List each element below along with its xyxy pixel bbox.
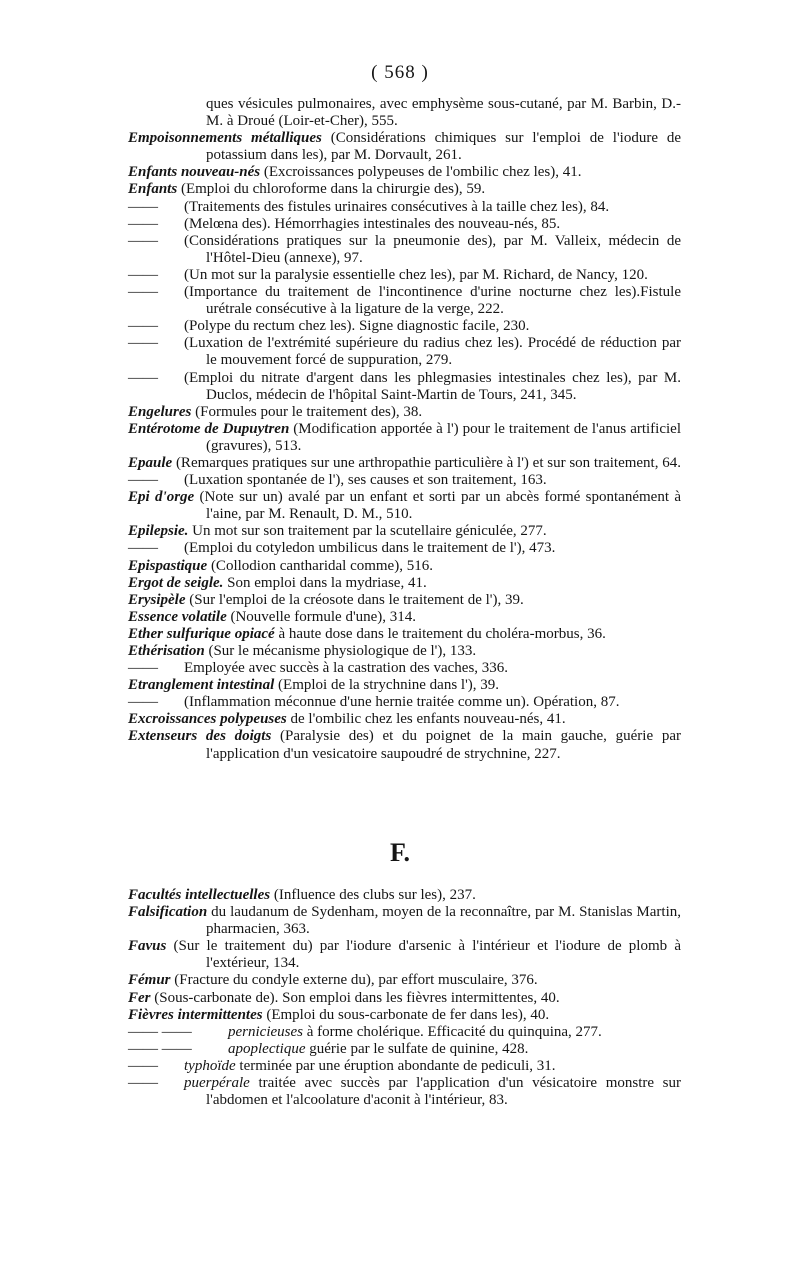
- entry-headword: pernicieuses: [228, 1023, 303, 1040]
- entry-text: (Nouvelle formule d'une), 314.: [226, 608, 417, 625]
- entry-text: (Luxation de l'extrémité supérieure du radius chez les). Procédé de réduction par le mouvement forcé de suppuration, 279.: [184, 335, 681, 369]
- ditto-dash: ——: [128, 472, 158, 489]
- entry-headword: Favus: [128, 938, 167, 955]
- index-entry: [128, 421, 681, 455]
- entry-text: du laudanum de Sydenham, moyen de la reconnaître, par M. Stanislas Martin, pharmacien, 363.: [206, 904, 681, 938]
- entry-headword: apoplectique: [228, 1040, 306, 1057]
- index-entry: [128, 489, 681, 523]
- index-entry: [128, 130, 681, 164]
- entry-text: (Fracture du condyle externe du), par effort musculaire, 376.: [170, 972, 538, 989]
- index-entry: [128, 694, 681, 711]
- ditto-dash: ——: [128, 215, 158, 232]
- entry-text: (Polype du rectum chez les). Signe diagnostic facile, 230.: [184, 318, 530, 335]
- ditto-dash: ——: [128, 369, 158, 386]
- index-entry: [128, 455, 681, 472]
- entry-headword: Fer: [128, 989, 151, 1006]
- index-entry: [128, 711, 681, 728]
- entry-headword: Etranglement intestinal: [128, 677, 275, 694]
- entry-text: (Excroissances polypeuses de l'ombilic chez les), 41.: [260, 164, 582, 181]
- entry-text: (Formules pour le traitement des), 38.: [191, 403, 423, 420]
- index-entry: [128, 728, 681, 762]
- entry-text: guérie par le sulfate de quinine, 428.: [305, 1040, 529, 1057]
- index-entry: [128, 558, 681, 575]
- entry-text: (Inflammation méconnue d'une hernie traitée comme un). Opération, 87.: [184, 694, 620, 711]
- index-entry: [128, 643, 681, 660]
- entry-text: à haute dose dans le traitement du choléra-morbus, 36.: [274, 625, 606, 642]
- entry-text: (Sur le traitement du) par l'iodure d'arsenic à l'intérieur et l'iodure de plomb à l'extérieur, 134.: [166, 938, 681, 972]
- entry-text: à forme cholérique. Efficacité du quinquina, 277.: [302, 1023, 602, 1040]
- entry-text: (Importance du traitement de l'incontinence d'urine nocturne chez les).Fistule urétrale consécutive à la ligature de la verge, 222.: [184, 284, 681, 318]
- index-entry: [128, 96, 681, 130]
- index-entry: [128, 609, 681, 626]
- ditto-dash: ——: [128, 660, 158, 677]
- section-letter: F.: [390, 838, 410, 867]
- entry-headword: Entérotome de Dupuytren: [128, 420, 290, 437]
- index-entry: [128, 540, 681, 557]
- entry-headword: typhoïde: [184, 1057, 236, 1074]
- index-entry: [128, 972, 681, 989]
- ditto-dash: ——: [128, 266, 158, 283]
- entry-text: traitée avec succès par l'application d'un vésicatoire monstre sur l'abdomen et l'alcoolature d'aconit à l'intérieur, 83.: [206, 1075, 681, 1109]
- index-entry: [128, 677, 681, 694]
- index-entry: [128, 233, 681, 267]
- entry-headword: Enfants: [128, 181, 178, 198]
- page-number: ( 568 ): [371, 62, 429, 83]
- ditto-dash: ——: [128, 318, 158, 335]
- entry-text: (Emploi du nitrate d'argent dans les phlegmasies intestinales chez les), par M. Duclos, médecin de l'hôpital Saint-Martin de Tours, 241, 345.: [184, 369, 681, 403]
- ditto-dash: ——: [128, 284, 158, 301]
- index-entry: [128, 1024, 681, 1041]
- entry-headword: Ethérisation: [128, 643, 205, 659]
- index-entry: [128, 660, 681, 677]
- entry-headword: Ether sulfurique opiacé: [128, 625, 275, 642]
- entry-text: (Emploi du cotyledon umbilicus dans le traitement de l'), 473.: [184, 540, 556, 557]
- entry-headword: Epaule: [128, 454, 173, 471]
- index-entry: [128, 472, 681, 489]
- entry-headword: Epispastique: [128, 557, 208, 574]
- entry-headword: Fémur: [128, 972, 171, 989]
- entry-text: (Sur le mécanisme physiologique de l'), 133.: [204, 643, 477, 659]
- entry-text: terminée par une éruption abondante de pediculi, 31.: [235, 1057, 556, 1074]
- entry-headword: puerpérale: [184, 1075, 250, 1092]
- entry-text: (Emploi du chloroforme dans la chirurgie des), 59.: [177, 181, 486, 198]
- index-entry: [128, 284, 681, 318]
- ditto-dash: ——: [128, 1075, 158, 1092]
- entry-headword: Engelures: [128, 403, 192, 420]
- index-entry: [128, 990, 681, 1007]
- ditto-dash: ——: [128, 232, 158, 249]
- index-entry: [128, 199, 681, 216]
- entry-headword: Erysipèle: [128, 591, 186, 608]
- index-entry: [128, 164, 681, 181]
- ditto-dash: ——: [128, 1057, 158, 1074]
- entry-text: (Traitements des fistules urinaires consécutives à la taille chez les), 84.: [184, 198, 610, 215]
- entry-text: (Emploi du sous-carbonate de fer dans les), 40.: [262, 1006, 550, 1023]
- index-entry: [128, 335, 681, 369]
- index-entry: [128, 592, 681, 609]
- entry-text: (Collodion cantharidal comme), 516.: [207, 557, 433, 574]
- entry-headword: Excroissances polypeuses: [128, 711, 287, 728]
- entry-headword: Falsification: [128, 904, 208, 921]
- index-entry: [128, 626, 681, 643]
- entry-text: ques vésicules pulmonaires, avec emphysème sous-cutané, par M. Barbin, D.-M. à Droué (Loir-et-Cher), 555.: [206, 96, 681, 130]
- index-entry: [128, 938, 681, 972]
- ditto-dash: ——: [128, 198, 158, 215]
- entry-text: (Note sur un) avalé par un enfant et sorti par un abcès formé spontanément à l'aine, par M. Renault, D. M., 510.: [194, 489, 681, 523]
- index-entry: [128, 575, 681, 592]
- entry-text: (Paralysie des) et du poignet de la main gauche, guérie par l'application d'un vesicatoire saupoudré de strychnine, 227.: [206, 728, 681, 762]
- entry-headword: Fièvres intermittentes: [128, 1006, 263, 1023]
- entry-text: Employée avec succès à la castration des vaches, 336.: [184, 660, 509, 677]
- entry-headword: Extenseurs des doigts: [128, 728, 272, 745]
- entry-text: (Considérations pratiques sur la pneumonie des), par M. Valleix, médecin de l'Hôtel-Dieu (annexe), 97.: [184, 232, 681, 266]
- entry-headword: Facultés intellectuelles: [128, 887, 271, 903]
- entry-text: (Sous-carbonate de). Son emploi dans les fièvres intermittentes, 40.: [150, 989, 560, 1006]
- index-entry: [128, 523, 681, 540]
- entry-headword: Empoisonnements métalliques: [128, 130, 322, 147]
- index-entry: [128, 904, 681, 938]
- index-entry: [128, 318, 681, 335]
- index-entry: [128, 370, 681, 404]
- entry-text: (Influence des clubs sur les), 237.: [270, 887, 476, 903]
- index-entry: [128, 1041, 681, 1058]
- entry-text: (Remarques pratiques sur une arthropathie particulière à l') et sur son traitement, 64.: [172, 454, 681, 471]
- entry-text: (Un mot sur la paralysie essentielle chez les), par M. Richard, de Nancy, 120.: [184, 266, 648, 283]
- ditto-dash: —— ——: [128, 1040, 192, 1057]
- entry-text: Son emploi dans la mydriase, 41.: [223, 574, 427, 591]
- index-section-e: [128, 96, 681, 763]
- entry-text: (Considérations chimiques sur l'emploi de l'iodure de potassium dans les), par M. Dorvault, 261.: [206, 130, 682, 164]
- entry-text: (Emploi de la strychnine dans l'), 39.: [274, 677, 500, 694]
- index-entry: [128, 216, 681, 233]
- ditto-dash: ——: [128, 335, 158, 352]
- index-entry: [128, 267, 681, 284]
- ditto-dash: ——: [128, 540, 158, 557]
- entry-headword: Epilepsie.: [128, 523, 189, 540]
- index-entry: [128, 1058, 681, 1075]
- index-entry: [128, 1007, 681, 1024]
- ditto-dash: ——: [128, 694, 158, 711]
- entry-headword: Essence volatile: [128, 608, 227, 625]
- index-entry: [128, 404, 681, 421]
- ditto-dash: —— ——: [128, 1023, 192, 1040]
- index-entry: [128, 181, 681, 198]
- index-entry: [128, 887, 681, 904]
- entry-text: de l'ombilic chez les enfants nouveau-nés, 41.: [286, 711, 566, 728]
- entry-headword: Enfants nouveau-nés: [128, 164, 261, 181]
- index-entry: [128, 1075, 681, 1109]
- index-section-f: [128, 887, 681, 1109]
- entry-text: (Melœna des). Hémorrhagies intestinales des nouveau-nés, 85.: [184, 215, 561, 232]
- entry-headword: Epi d'orge: [128, 489, 195, 506]
- entry-text: (Modification apportée à l') pour le traitement de l'anus artificiel (gravures), 513.: [206, 420, 681, 454]
- entry-headword: Ergot de seigle.: [128, 574, 224, 591]
- entry-text: (Sur l'emploi de la créosote dans le traitement de l'), 39.: [185, 591, 524, 608]
- entry-text: (Luxation spontanée de l'), ses causes et son traitement, 163.: [184, 472, 547, 489]
- entry-text: Un mot sur son traitement par la scutellaire géniculée, 277.: [188, 523, 547, 540]
